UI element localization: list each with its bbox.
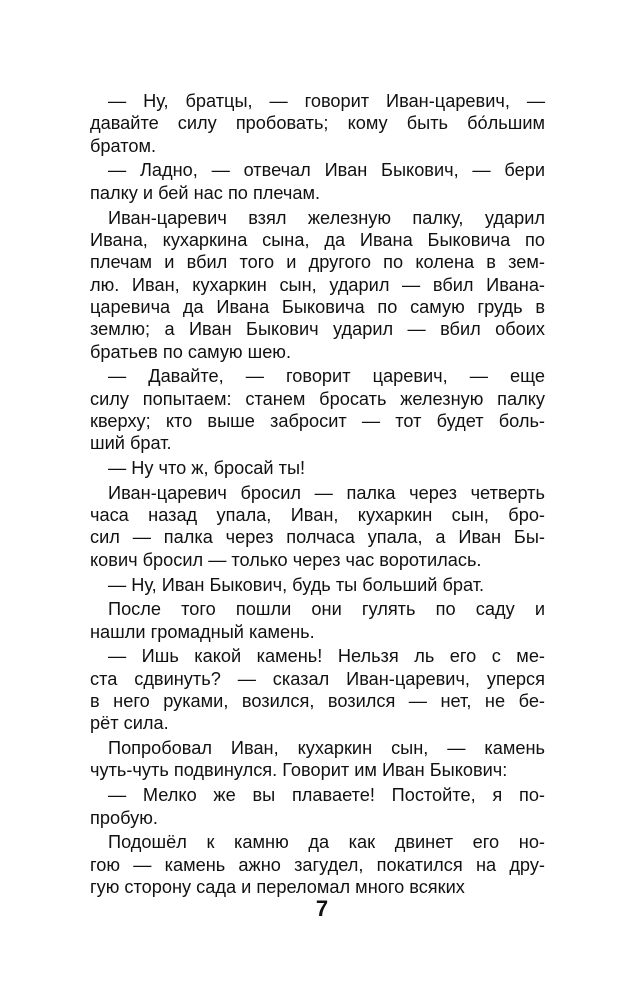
text-line: После того пошли они гулять по саду и xyxy=(108,599,545,620)
text-line: Иван-царевич бросил — палка через четверть xyxy=(108,482,545,503)
text-line: — Ну, братцы, — говорит Иван-царевич, — xyxy=(108,91,545,111)
text-line: лю. Иван, кухаркин сын, ударил — вбил Ивана- xyxy=(90,274,545,295)
paragraph xyxy=(90,645,545,734)
paragraph xyxy=(90,482,545,571)
page-number: 7 xyxy=(315,896,329,921)
text-line: силу попытаем: станем бросать железную палку xyxy=(90,388,545,409)
text-line: — Ишь какой камень! Нельзя ль его с ме- xyxy=(108,646,545,667)
text-line: — Давайте, — говорит царевич, — еще xyxy=(108,366,545,387)
paragraph xyxy=(90,159,545,204)
text-line: ший брат. xyxy=(90,433,172,454)
text-line: кович бросил — только через час воротилась. xyxy=(90,549,482,570)
paragraph xyxy=(90,457,545,479)
paragraph xyxy=(90,598,545,643)
paragraph xyxy=(90,737,545,782)
paragraph xyxy=(90,365,545,454)
text-line: — Мелко же вы плаваете! Постойте, я по- xyxy=(108,785,545,806)
paragraph xyxy=(90,90,545,157)
text-line: Подошёл к камню да как двинет его но- xyxy=(108,832,545,853)
text-line: землю; а Иван Быкович ударил — вбил обоих xyxy=(90,319,545,340)
text-line: нашли громадный камень. xyxy=(90,621,315,642)
text-line: пробую. xyxy=(90,807,158,828)
text-line: царевича да Ивана Быковича по самую грудь в xyxy=(90,296,545,317)
text-line: — Ладно, — отвечал Иван Быкович, — бери xyxy=(108,160,545,181)
text-line: в него руками, возился, возился — нет, не бе- xyxy=(90,691,545,712)
text-line: ста сдвинуть? — сказал Иван-царевич, уперся xyxy=(90,668,545,689)
text-line: кверху; кто выше забросит — тот будет боль- xyxy=(90,410,545,431)
text-line: братом. xyxy=(90,135,157,156)
text-line: плечам и вбил того и другого по колена в зем- xyxy=(90,252,545,273)
text-line: рёт сила. xyxy=(90,713,169,734)
text-column xyxy=(90,90,545,901)
paragraph xyxy=(90,784,545,829)
text-line: — Ну, Иван Быкович, будь ты больший брат. xyxy=(108,574,485,595)
text-line: — Ну что ж, бросай ты! xyxy=(108,458,306,479)
paragraph xyxy=(90,207,545,363)
text-line: сил — палка через полчаса упала, а Иван Бы- xyxy=(90,527,545,548)
text-line: братьев по самую шею. xyxy=(90,341,292,362)
text-line: давайте силу пробовать; кому быть бо́льшим xyxy=(90,113,545,134)
text-line: гую сторону сада и переломал много всяких xyxy=(90,876,465,897)
paragraph xyxy=(90,831,545,898)
paragraph xyxy=(90,574,545,596)
text-line: Иван-царевич взял железную палку, ударил xyxy=(108,207,545,228)
text-line: чуть-чуть подвинулся. Говорит им Иван Быкович: xyxy=(90,760,508,781)
text-line: гою — камень ажно загудел, покатился на дру- xyxy=(90,854,545,875)
text-line: Ивана, кухаркина сына, да Ивана Быковича по xyxy=(90,229,545,250)
text-line: палку и бей нас по плечам. xyxy=(90,182,321,203)
text-line: Попробовал Иван, кухаркин сын, — камень xyxy=(108,738,545,759)
text-line: часа назад упала, Иван, кухаркин сын, бро- xyxy=(90,505,545,526)
